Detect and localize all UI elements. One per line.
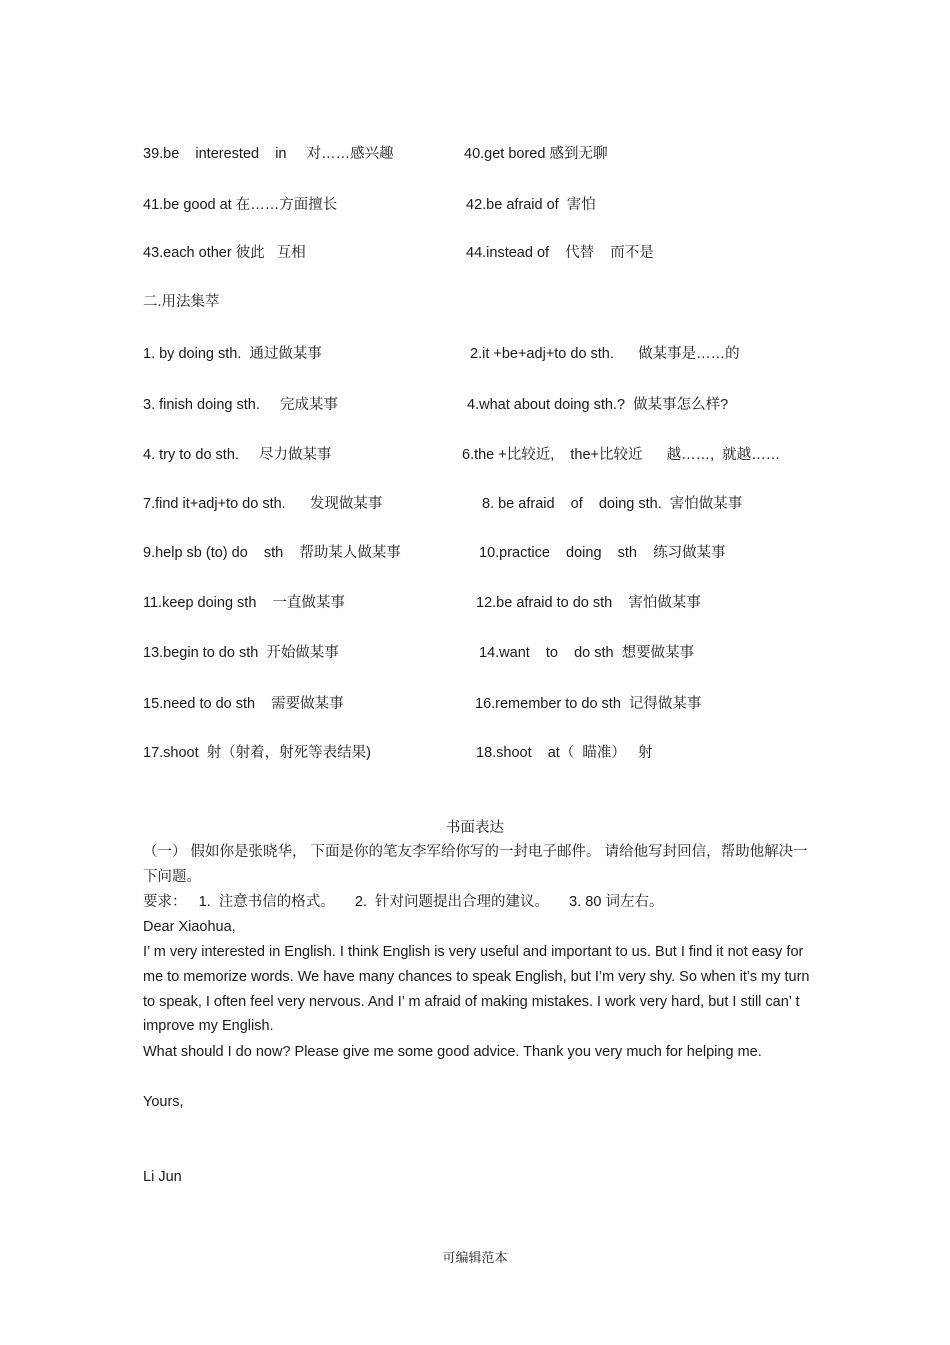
phrase-42: 42.be afraid of 害怕 — [466, 197, 596, 213]
letter-closing: Yours, — [143, 1094, 184, 1110]
usage-item: 17.shoot 射（射着，射死等表结果) — [143, 745, 372, 761]
usage-item: 7.find it+adj+to do sth. 发现做某事 — [143, 496, 383, 512]
usage-item: 4.what about doing sth.? 做某事怎么样? — [467, 397, 729, 413]
usage-item: 15.need to do sth 需要做某事 — [143, 696, 344, 712]
usage-item: 10.practice doing sth 练习做某事 — [479, 545, 726, 561]
writing-title: 书面表达 — [446, 820, 504, 836]
usage-item: 16.remember to do sth 记得做某事 — [475, 696, 702, 712]
usage-item: 6.the +比较近, the+比较近 越……, 就越…… — [462, 447, 781, 463]
usage-item: 2.it +be+adj+to do sth. 做某事是……的 — [470, 346, 740, 362]
usage-item: 18.shoot at（ 瞄准） 射 — [476, 745, 653, 761]
letter-question: What should I do now? Please give me some good advice. Thank you very much for helping me. — [143, 1044, 762, 1060]
usage-item: 12.be afraid to do sth 害怕做某事 — [476, 595, 701, 611]
writing-prompt: （一） 假如你是张晓华， 下面是你的笔友李军给你写的一封电子邮件。 请给他写封回信，帮助他解决一下问题。 — [143, 844, 808, 885]
usage-item: 11.keep doing sth 一直做某事 — [143, 595, 346, 611]
phrase-39: 39.be interested in 对……感兴趣 — [143, 146, 394, 162]
writing-requirements: 要求： 1. 注意书信的格式。 2. 针对问题提出合理的建议。 3. 80 词左右。 — [143, 894, 664, 910]
usage-item: 14.want to do sth 想要做某事 — [479, 645, 695, 661]
phrase-44: 44.instead of 代替 而不是 — [466, 245, 654, 261]
letter-salutation: Dear Xiaohua, — [143, 919, 236, 935]
letter-signature: Li Jun — [143, 1169, 182, 1185]
usage-item: 1. by doing sth. 通过做某事 — [143, 346, 322, 362]
phrase-40: 40.get bored 感到无聊 — [464, 146, 608, 162]
phrase-41: 41.be good at 在……方面擅长 — [143, 197, 338, 213]
usage-item: 4. try to do sth. 尽力做某事 — [143, 447, 332, 463]
usage-item: 3. finish doing sth. 完成某事 — [143, 397, 339, 413]
letter-body: I’ m very interested in English. I think English is very useful and important to us. But I find it not easy for me to memorize words. We have many chances to speak English, but I’m very shy. So when it’s my turn to speak, I often feel very nervous. And I’ m afraid of making mistakes. I work very hard, but I still can’ t improve my English. — [143, 944, 810, 1035]
phrase-43: 43.each other 彼此 互相 — [143, 245, 306, 261]
usage-item: 13.begin to do sth 开始做某事 — [143, 645, 339, 661]
page-footer: 可编辑范本 — [442, 1250, 508, 1265]
usage-item: 9.help sb (to) do sth 帮助某人做某事 — [143, 545, 401, 561]
section-heading-usage: 二.用法集萃 — [143, 294, 220, 310]
usage-item: 8. be afraid of doing sth. 害怕做某事 — [482, 496, 743, 512]
